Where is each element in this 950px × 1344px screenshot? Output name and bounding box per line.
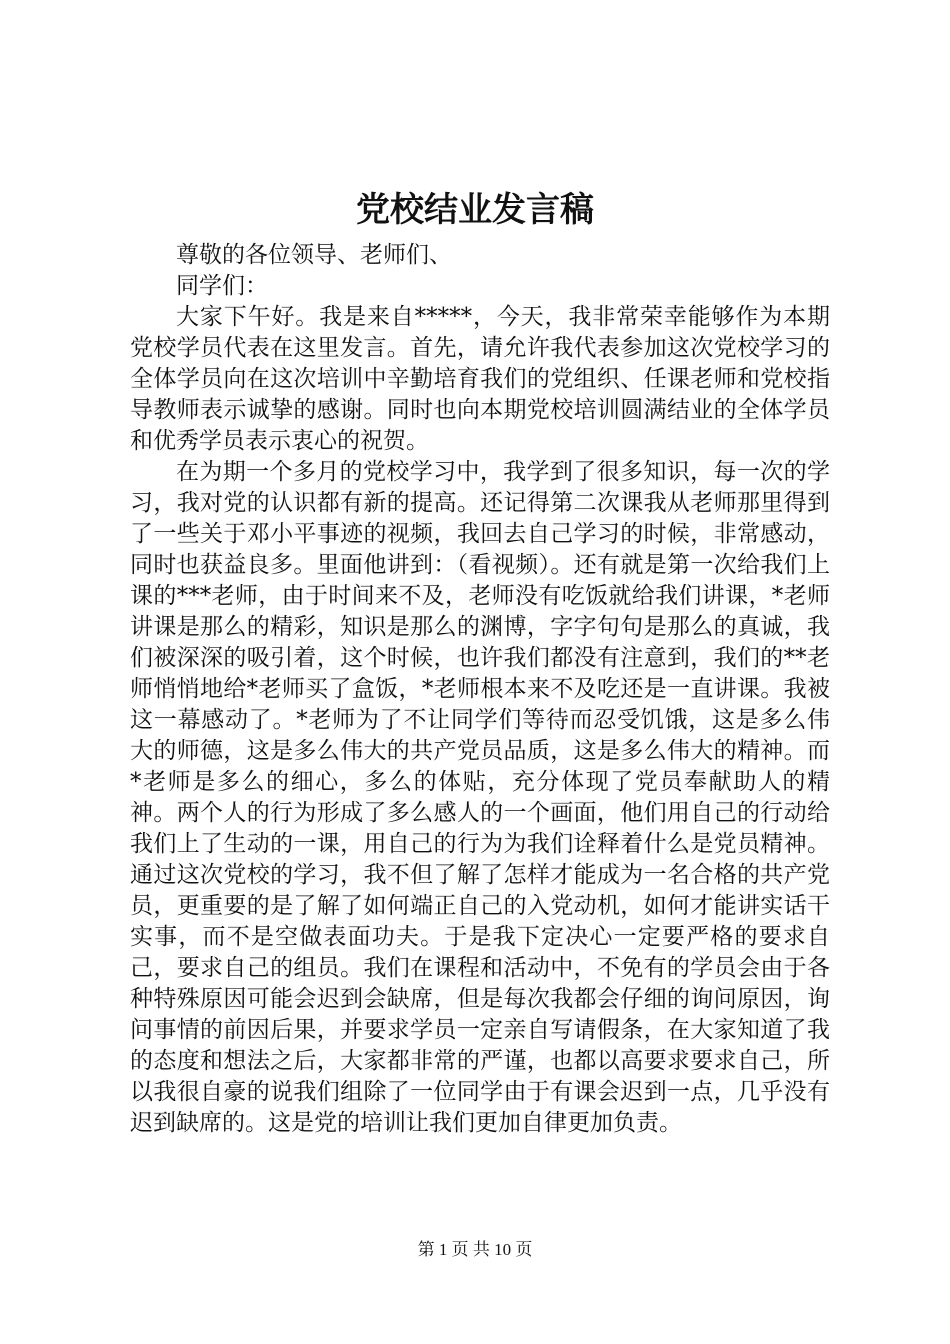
page-footer: 第 1 页 共 10 页: [417, 1240, 533, 1259]
salutation-line-1: 尊敬的各位领导、老师们、: [176, 242, 452, 268]
paragraph-greeting: 大家下午好。我是来自*****，今天，我非常荣幸能够作为本期党校学员代表在这里发言。首先，请允许我代表参加这次党校学习的全体学员向在这次培训中辛勤培育我们的党组织、任课老师和党校指导教师表示诚挚的感谢。同时也向本期党校培训圆满结业的全体学员和优秀学员表示衷心的祝贺。: [130, 304, 830, 454]
document-body: [130, 240, 830, 1139]
salutation-line-2: 同学们：: [176, 273, 268, 299]
document-title: 党校结业发言稿: [356, 190, 594, 230]
paragraph-study-experience: 在为期一个多月的党校学习中，我学到了很多知识，每一次的学习，我对党的认识都有新的提高。还记得第二次课我从老师那里得到了一些关于邓小平事迹的视频，我回去自己学习的时候，非常感动，同时也获益良多。里面他讲到：（看视频）。还有就是第一次给我们上课的***老师，由于时间来不及，老师没有吃饭就给我们讲课，*老师讲课是那么的精彩，知识是那么的渊博，字字句句是那么的真诚，我们被深深的吸引着，这个时候，也许我们都没有注意到，我们的**老师悄悄地给*老师买了盒饭，*老师根本来不及吃还是一直讲课。我被这一幕感动了。*老师为了不让同学们等待而忍受饥饿，这是多么伟大的师德，这是多么伟大的共产党员品质，这是多么伟大的精神。而*老师是多么的细心，多么的体贴，充分体现了党员奉献助人的精神。两个人的行为形成了多么感人的一个画面，他们用自己的行动给我们上了生动的一课，用自己的行为为我们诠释着什么是党员精神。通过这次党校的学习，我不但了解了怎样才能成为一名合格的共产党员，更重要的是了解了如何端正自己的入党动机，如何才能讲实话干实事，而不是空做表面功夫。于是我下定决心一定要严格的要求自己，要求自己的组员。我们在课程和活动中，不免有的学员会由于各种特殊原因可能会迟到会缺席，但是每次我都会仔细的询问原因，询问事情的前因后果，并要求学员一定亲自写请假条，在大家知道了我的态度和想法之后，大家都非常的严谨，也都以高要求要求自己，所以我很自豪的说我们组除了一位同学由于有课会迟到一点，几乎没有迟到缺席的。这是党的培训让我们更加自律更加负责。: [130, 459, 830, 1136]
